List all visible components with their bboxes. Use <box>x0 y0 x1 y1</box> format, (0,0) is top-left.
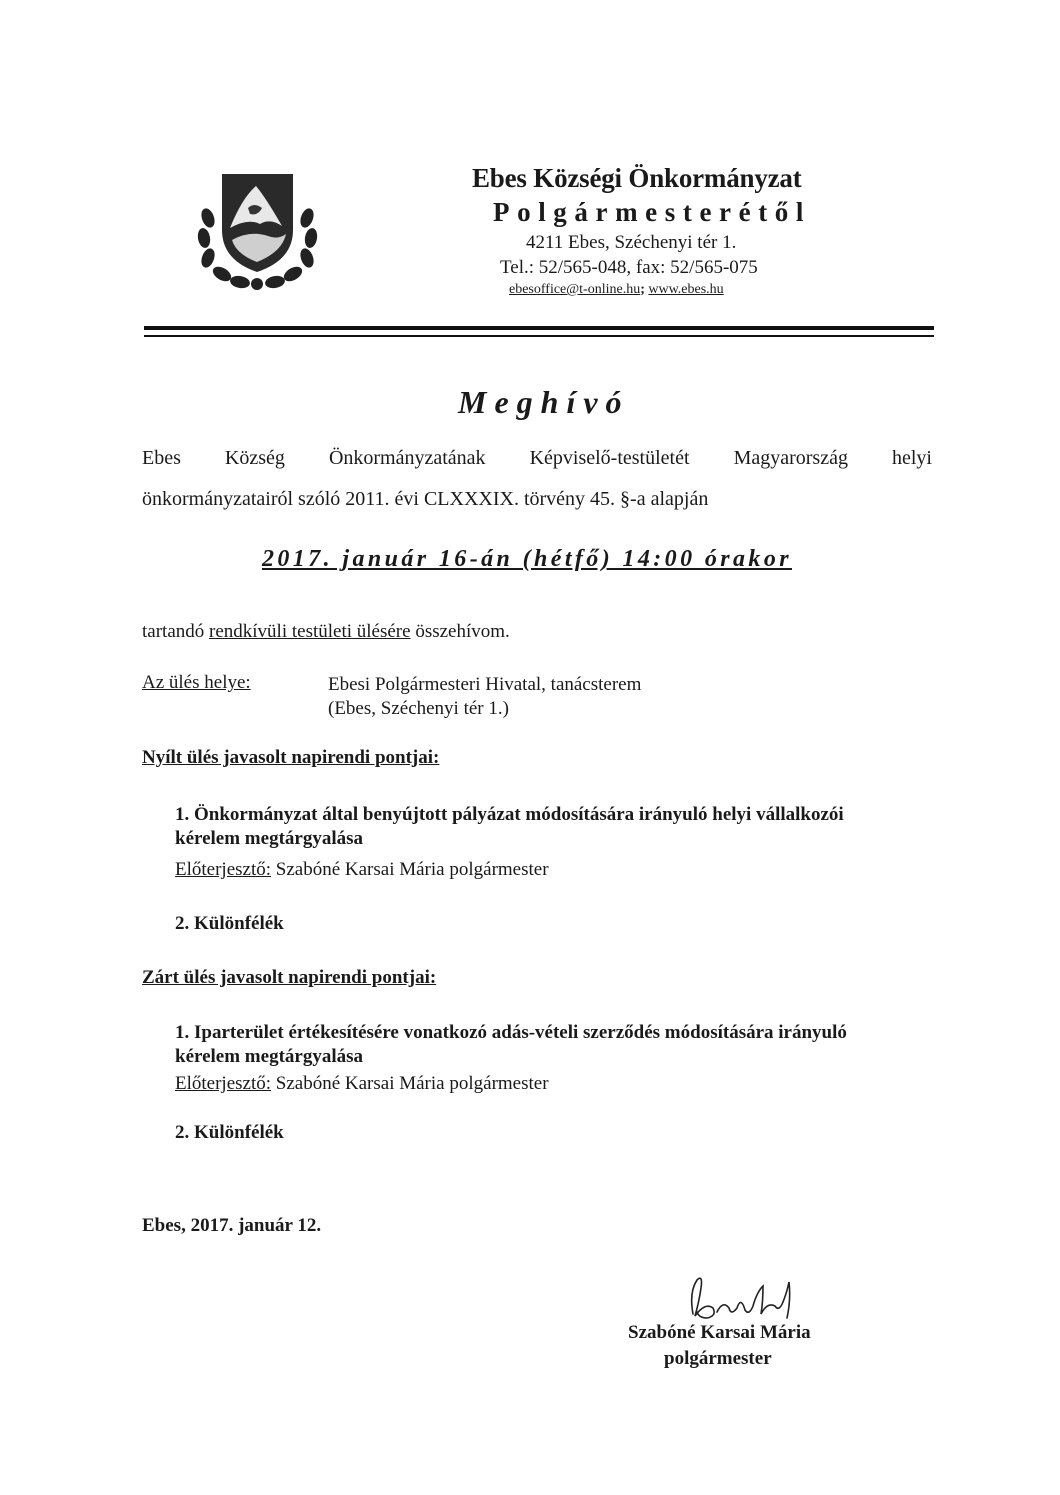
convene-sentence <box>142 621 510 643</box>
organization-name: Ebes Községi Önkormányzat <box>472 163 802 193</box>
open-item-2: 2. Különfélék <box>175 913 284 934</box>
coat-of-arms-icon <box>190 168 325 293</box>
open-item-1-line-1: 1. Önkormányzat által benyújtott pályázat módosítására irányuló helyi vállalkozói <box>175 804 844 825</box>
closed-session-heading: Zárt ülés javasolt napirendi pontjai: <box>142 967 437 988</box>
intro-word: helyi <box>892 447 932 469</box>
closed-item-2: 2. Különfélék <box>175 1122 284 1143</box>
closed-item-1-presenter <box>175 1073 549 1095</box>
header-address: 4211 Ebes, Széchenyi tér 1. <box>526 232 737 253</box>
place-and-date: Ebes, 2017. január 12. <box>142 1215 322 1236</box>
closed-item-1-line-1: 1. Iparterület értékesítésére vonatkozó adás-vételi szerződés módosítására irányuló <box>175 1022 847 1043</box>
presenter-name: Szabóné Karsai Mária polgármester <box>275 859 549 880</box>
intro-word: Képviselő-testületét <box>529 447 690 469</box>
website-link[interactable]: www.ebes.hu <box>648 282 724 297</box>
header-phone-fax: Tel.: 52/565-048, fax: 52/565-075 <box>500 257 758 278</box>
intro-word: Önkormányzatának <box>328 447 486 469</box>
presenter-name: Szabóné Karsai Mária polgármester <box>275 1073 549 1094</box>
signer-name: Szabóné Karsai Mária <box>628 1322 811 1343</box>
presenter-label: Előterjesztő: <box>175 859 272 880</box>
open-item-1-presenter <box>175 859 549 881</box>
intro-word: Magyarország <box>733 447 848 469</box>
header-contact <box>509 282 724 298</box>
department-name: Polgármesterétől <box>493 197 811 227</box>
intro-word: Község <box>224 447 285 469</box>
convene-suffix: összehívom. <box>415 621 510 642</box>
venue-address: (Ebes, Széchenyi tér 1.) <box>328 698 509 719</box>
intro-word: Ebes <box>142 447 181 469</box>
email-link[interactable]: ebesoffice@t-online.hu <box>509 282 641 297</box>
signer-title: polgármester <box>664 1348 772 1369</box>
open-session-heading: Nyílt ülés javasolt napirendi pontjai: <box>142 747 440 768</box>
open-item-1-line-2: kérelem megtárgyalása <box>175 828 364 849</box>
meeting-type: rendkívüli testületi ülésére <box>209 621 411 642</box>
contact-separator: ; <box>640 282 645 297</box>
intro-line-1 <box>142 447 932 470</box>
venue-name: Ebesi Polgármesteri Hivatal, tanácsterem <box>328 674 642 695</box>
header-divider-thick <box>144 326 934 330</box>
intro-line-2: önkormányzatairól szóló 2011. évi CLXXXIX. törvény 45. §-a alapján <box>142 488 709 510</box>
venue-label: Az ülés helye: <box>142 672 251 693</box>
closed-item-1-line-2: kérelem megtárgyalása <box>175 1046 364 1067</box>
presenter-label: Előterjesztő: <box>175 1073 272 1094</box>
convene-prefix: tartandó <box>142 621 205 642</box>
document-title: Meghívó <box>458 384 630 420</box>
meeting-datetime: 2017. január 16-án (hétfő) 14:00 órakor <box>262 546 792 572</box>
header-divider-thin <box>144 335 934 337</box>
handwritten-signature <box>683 1272 803 1327</box>
